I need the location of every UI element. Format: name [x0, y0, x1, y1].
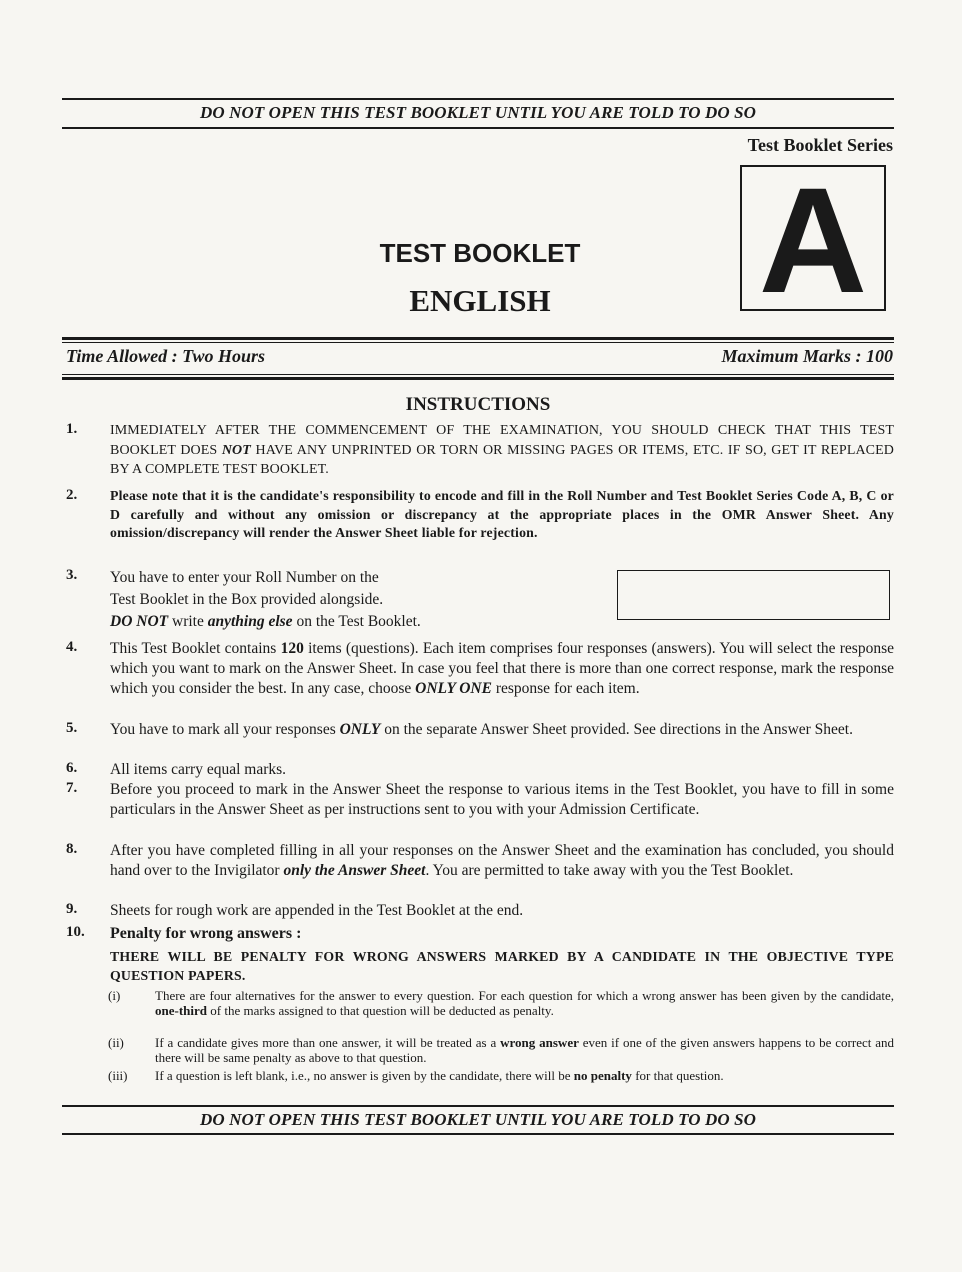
instruction-text: You have to mark all your responses — [110, 721, 340, 738]
instruction-10 — [62, 924, 894, 985]
item-number: 3. — [66, 567, 78, 583]
item-number: 5. — [66, 720, 78, 736]
bottom-rule-top — [62, 1105, 894, 1107]
emphasis-text: NOT — [221, 442, 251, 458]
maximum-marks: Maximum Marks : 100 — [721, 346, 893, 366]
instruction-text: After you have completed filling in all your responses on the Answer Sheet and the examination has concluded, you should hand over to the Invigilator — [110, 842, 894, 879]
emphasis-text: one-third — [155, 1002, 207, 1018]
instruction-9 — [62, 901, 894, 921]
instruction-text: Test Booklet in the Box provided alongside. — [110, 591, 384, 608]
instruction-text: Before you proceed to mark in the Answer Sheet the response to various items in the Test Booklet, you have to fill in some particulars in the Answer Sheet as per instructions sent to you with your Admission Certificate. — [110, 781, 894, 818]
instruction-text: Sheets for rough work are appended in the Test Booklet at the end. — [110, 902, 524, 919]
penalty-title: Penalty for wrong answers : — [110, 925, 302, 942]
instruction-text: IMMEDIATELY AFTER THE COMMENCEMENT OF THE EXAMINATION, YOU SHOULD CHECK THAT THIS TEST BOOKLET DOES — [110, 423, 894, 458]
item-number: 7. — [66, 780, 78, 796]
instruction-5 — [62, 720, 894, 740]
penalty-rule-3 — [108, 1069, 894, 1084]
instruction-text: This Test Booklet contains — [110, 640, 281, 657]
instruction-text: write — [168, 613, 208, 630]
item-number: 6. — [66, 760, 78, 776]
penalty-roman: (i) — [108, 988, 121, 1003]
emphasis-text: ONLY ONE — [415, 680, 492, 697]
banner-rule — [62, 127, 894, 129]
booklet-title: TEST BOOKLET — [379, 238, 581, 268]
instruction-2 — [62, 487, 894, 543]
instruction-4 — [62, 639, 894, 699]
penalty-text: If a question is left blank, i.e., no answer is given by the candidate, there will be — [155, 1068, 574, 1083]
instruction-7 — [62, 780, 894, 820]
series-code: A — [758, 156, 868, 324]
instruction-text: on the separate Answer Sheet provided. See directions in the Answer Sheet. — [380, 721, 853, 738]
item-count: 120 — [280, 640, 304, 657]
penalty-text: If a candidate gives more than one answer, it will be treated as a — [155, 1035, 501, 1050]
instruction-text: items (questions). Each item comprises four responses (answers). You will select the response which you want to mark on the Answer Sheet. In case you feel that there is more than one correct response, mark the response which you consider the best. In any case, choose — [110, 640, 894, 697]
top-banner: DO NOT OPEN THIS TEST BOOKLET UNTIL YOU ARE TOLD TO DO SO — [199, 103, 757, 122]
instruction-6 — [62, 760, 894, 780]
penalty-roman: (iii) — [108, 1068, 128, 1083]
item-number: 10. — [66, 924, 85, 940]
penalty-text: There are four alternatives for the answer to every question. For each question for which a wrong answer has been given by the candidate, — [155, 988, 894, 1003]
penalty-rule-1 — [108, 989, 894, 1018]
item-number: 9. — [66, 901, 78, 917]
time-allowed: Time Allowed : Two Hours — [66, 346, 266, 366]
instruction-8 — [62, 841, 894, 881]
instruction-text: Please note that it is the candidate's responsibility to encode and fill in the Roll Number and Test Booklet Series Code A, B, C or D carefully and without any omission or discrepancy at the appropriate places in the OMR Answer Sheet. Any omission/discrepancy will render the Answer Sheet liable for rejection. — [110, 488, 894, 540]
penalty-text: even if one of the given answers happens to be correct and there will be same penalty as above to that question. — [155, 1035, 895, 1065]
item-number: 4. — [66, 639, 78, 655]
penalty-notice: THERE WILL BE PENALTY FOR WRONG ANSWERS MARKED BY A CANDIDATE IN THE OBJECTIVE TYPE QUESTION PAPERS. — [110, 949, 894, 983]
instruction-1 — [62, 421, 894, 480]
instruction-text: on the Test Booklet. — [292, 613, 421, 630]
bottom-rule — [62, 1133, 894, 1135]
item-number: 1. — [66, 421, 78, 437]
penalty-rule-2 — [108, 1036, 894, 1065]
instruction-text: HAVE ANY UNPRINTED OR TORN OR MISSING PAGES OR ITEMS, ETC. IF SO, GET IT REPLACED BY A COMPLETE TEST BOOKLET. — [110, 442, 894, 477]
instruction-text: You have to enter your Roll Number on the — [110, 569, 379, 586]
emphasis-text: wrong answer — [500, 1035, 579, 1050]
instruction-text: . You are permitted to take away with you the Test Booklet. — [425, 862, 794, 879]
meta-bottom-rule — [62, 374, 894, 375]
penalty-text: of the marks assigned to that question will be deducted as penalty. — [207, 1002, 554, 1018]
item-number: 8. — [66, 841, 78, 857]
instructions-heading: INSTRUCTIONS — [405, 394, 551, 415]
roll-number-box[interactable] — [617, 570, 890, 620]
series-label: Test Booklet Series — [747, 135, 893, 155]
bottom-banner: DO NOT OPEN THIS TEST BOOKLET UNTIL YOU ARE TOLD TO DO SO — [199, 1110, 757, 1129]
instruction-text: response for each item. — [491, 680, 640, 697]
item-number: 2. — [66, 487, 78, 503]
subject-title: ENGLISH — [409, 283, 551, 318]
penalty-roman: (ii) — [108, 1035, 124, 1050]
emphasis-text: ONLY — [339, 721, 381, 738]
top-rule — [62, 98, 894, 100]
instruction-text: All items carry equal marks. — [110, 761, 287, 778]
emphasis-text: no penalty — [573, 1068, 632, 1083]
meta-top-rule-thin — [62, 342, 894, 343]
meta-top-rule — [62, 337, 894, 340]
series-code-box — [740, 156, 886, 324]
emphasis-text: only the Answer Sheet — [283, 862, 426, 879]
meta-bottom-rule-thick — [62, 377, 894, 380]
emphasis-text: anything else — [207, 613, 293, 630]
emphasis-text: DO NOT — [110, 613, 169, 630]
penalty-text: for that question. — [631, 1068, 724, 1083]
